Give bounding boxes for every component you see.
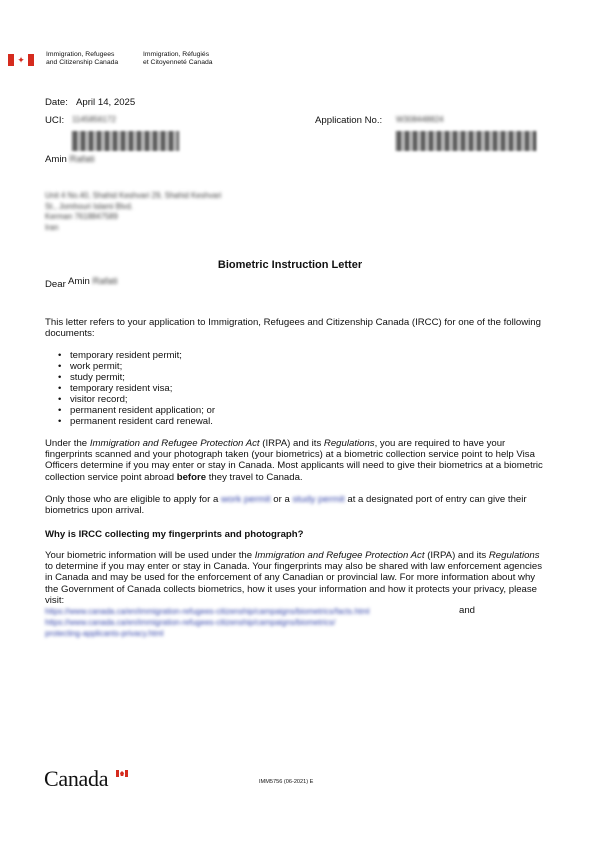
list-item: • work permit; [45,361,215,372]
application-number-label: Application No.: [315,115,383,126]
act-name: Immigration and Refugee Protection Act [89,438,260,449]
recipient-name [45,154,95,165]
application-barcode [396,131,536,151]
uci-value: 1145856172 [72,115,116,124]
recipient-first-name: Amin [45,154,67,165]
address-line: Kerman 7618847589 [45,212,118,222]
address-line: Iran [45,222,59,232]
list-item: • study permit; [45,372,215,383]
recipient-address [45,191,221,233]
documents-list [45,350,215,427]
privacy-link-line1[interactable]: https://www.canada.ca/en/immigration-refugees-citizenship/campaigns/biometrics/ [45,618,336,627]
list-item: • permanent resident application; or [45,405,215,416]
org-name-english [46,51,118,66]
org-name-french [143,51,213,66]
text-run: Only those who are eligible to apply for a [45,494,221,505]
text-run: (IRPA) and its [424,550,489,561]
canada-wordmark-flag-icon [116,770,128,777]
biometrics-facts-link[interactable]: https://www.canada.ca/en/immigration-refugees-citizenship/campaigns/biometrics/facts.html [45,607,370,616]
work-permit-link[interactable]: work permit [221,494,271,505]
port-of-entry-paragraph [45,494,550,516]
list-item: • visitor record; [45,394,215,405]
application-number-value: W308448824 [396,115,444,124]
text-run: at a designated port of entry can give their biometrics upon arrival. [45,494,527,517]
salutation [45,276,118,290]
emphasis-before: before [176,471,207,483]
privacy-link-line2[interactable]: protecting-applicants-privacy.html [45,629,164,638]
biometrics-requirement-paragraph [45,438,550,483]
uci-label: UCI: [45,115,65,126]
org-fr-line2: et Citoyenneté Canada [143,58,213,66]
text-run: , you are required to have your fingerprints scanned and your photograph taken (your biometrics) at a biometric collection service point to help Visa Officers determine if you may enter or stay in Canada. Most applicants will need to give their biometrics at a biometric collection service point abroad [45,438,543,483]
text-run: (IRPA) and its [259,438,324,449]
canada-wordmark: Canada [44,766,109,791]
text-run: Your biometric information will be used under the [45,550,255,561]
org-en-line2: and Citizenship Canada [46,58,119,66]
letter-title: Biometric Instruction Letter [217,259,363,271]
list-item: • permanent resident card renewal. [45,416,215,427]
list-item: • temporary resident permit; [45,350,215,361]
salutation-word: Dear [45,279,66,290]
address-line: St., Jomhouri Islami Blvd. [45,201,133,211]
intro-paragraph: This letter refers to your application to Immigration, Refugees and Citizenship Canada (IRCC) for one of the following documents: [45,317,541,340]
text-run: they travel to Canada. [206,471,303,483]
study-permit-link[interactable]: study permit [292,494,345,505]
list-item: • temporary resident visa; [45,383,215,394]
biometric-use-paragraph [45,550,550,606]
org-fr-line1: Immigration, Réfugiés [143,51,210,58]
org-en-line1: Immigration, Refugees [46,51,115,58]
regulations-name: Regulations [323,438,375,449]
text-run: or a [270,494,293,505]
text-run: Under the [45,438,90,449]
date-value: April 14, 2025 [76,97,136,108]
salutation-first-name: Amin [67,276,90,287]
and-text: and [459,605,476,616]
regulations-name: Regulations [488,550,540,561]
act-name: Immigration and Refugee Protection Act [254,550,425,561]
date-label: Date: [45,97,68,108]
recipient-last-name: Rafati [69,154,95,165]
uci-barcode [72,131,179,151]
section-heading: Why is IRCC collecting my fingerprints and photograph? [45,529,304,540]
address-line: Unit 4 No.40, Shahid Keshvari 29, Shahid Keshvari [45,191,222,200]
canada-flag-icon: ✦ [8,54,34,66]
text-run: to determine if you may enter or stay in Canada. Your fingerprints may also be shared with law enforcement agencies in Canada and may be used for the enforcement of any Canadian or provincial law. For more information about why the Government of Canada collects biometrics, how it uses your information and how it protects your privacy, please visit: [45,561,543,606]
form-code: IMM5756 (06-2021) E [259,779,314,785]
salutation-last-name: Rafati [92,276,118,287]
